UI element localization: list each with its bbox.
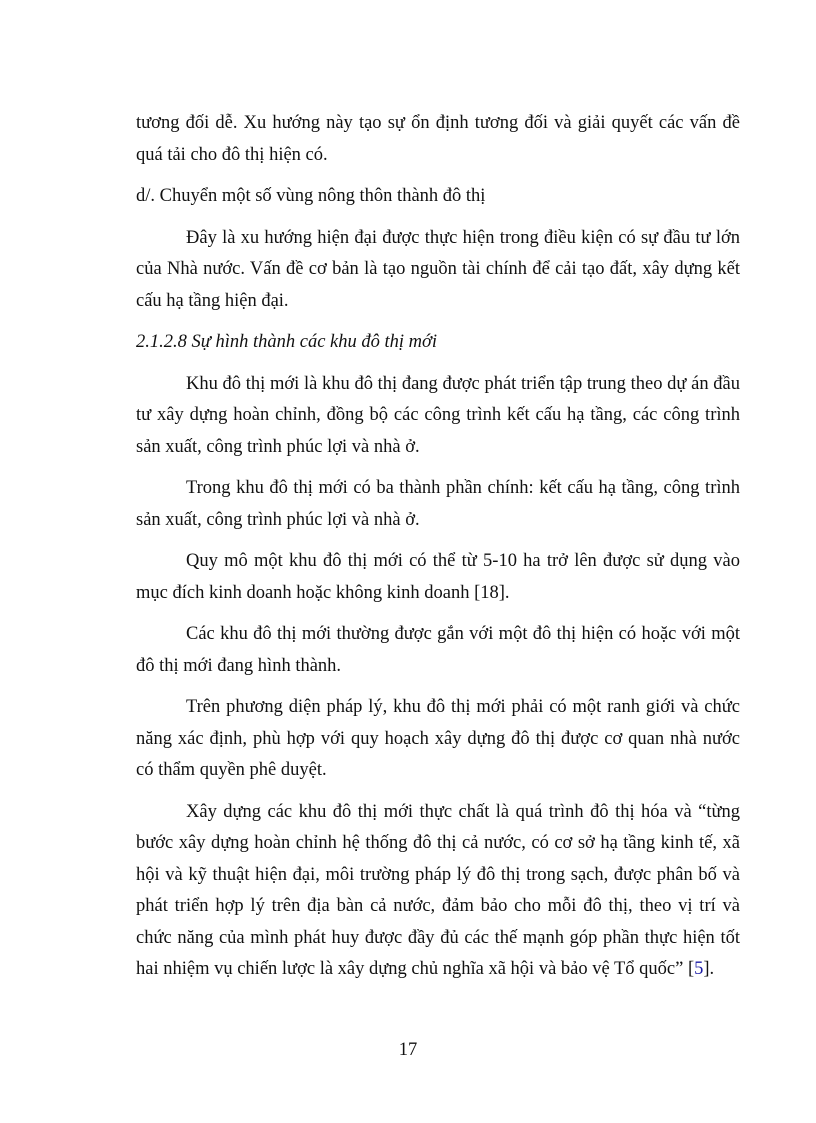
paragraph-urbanization-end: ].: [703, 959, 715, 979]
paragraph-attachment: Các khu đô thị mới thường được gắn với một đô thị hiện có hoặc với một đô thị mới đang hình thành.: [136, 624, 740, 676]
paragraph-new-urban-definition: Khu đô thị mới là khu đô thị đang được phát triển tập trung theo dự án đầu tư xây dựng hoàn chỉnh, đồng bộ các công trình kết cấu hạ tầng, các công trình sản xuất, công trình phúc lợi và nhà ở.: [136, 373, 740, 457]
paragraph-scale: Quy mô một khu đô thị mới có thể từ 5-10 ha trở lên được sử dụng vào mục đích kinh doanh hoặc không kinh doanh [18].: [136, 551, 740, 603]
paragraph-components: Trong khu đô thị mới có ba thành phần chính: kết cấu hạ tầng, công trình sản xuất, công trình phúc lợi và nhà ở.: [136, 478, 740, 530]
section-heading-2-1-2-8: 2.1.2.8 Sự hình thành các khu đô thị mới: [136, 332, 438, 352]
subheading-d: d/. Chuyển một số vùng nông thôn thành đô thị: [136, 186, 486, 206]
page-number: 17: [398, 1040, 418, 1060]
page-body: [136, 108, 740, 996]
paragraph-continuation: tương đối dễ. Xu hướng này tạo sự ổn định tương đối và giải quyết các vấn đề quá tải cho đô thị hiện có.: [136, 113, 740, 165]
paragraph-modern-trend: Đây là xu hướng hiện đại được thực hiện trong điều kiện có sự đầu tư lớn của Nhà nước. Vấn đề cơ bản là tạo nguồn tài chính để cải tạo đất, xây dựng kết cấu hạ tầng hiện đại.: [136, 227, 740, 311]
paragraph-urbanization: [136, 797, 740, 986]
paragraph-urbanization-text: Xây dựng các khu đô thị mới thực chất là quá trình đô thị hóa và “từng bước xây dựng hoàn chỉnh hệ thống đô thị cả nước, có cơ sở hạ tầng kinh tế, xã hội và kỹ thuật hiện đại, môi trường pháp lý đô thị trong sạch, được phân bố và phát triển hợp lý trên địa bàn cả nước, đảm bảo cho mỗi đô thị, theo vị trí và chức năng của mình phát huy được đầy đủ các thế mạnh góp phần thực hiện tốt hai nhiệm vụ chiến lược là xây dựng chủ nghĩa xã hội và bảo vệ Tổ quốc” [: [136, 801, 740, 979]
paragraph-legal: Trên phương diện pháp lý, khu đô thị mới phải có một ranh giới và chức năng xác định, phù hợp với quy hoạch xây dựng đô thị được cơ quan nhà nước có thẩm quyền phê duyệt.: [136, 697, 740, 780]
citation-link[interactable]: 5: [694, 959, 704, 979]
